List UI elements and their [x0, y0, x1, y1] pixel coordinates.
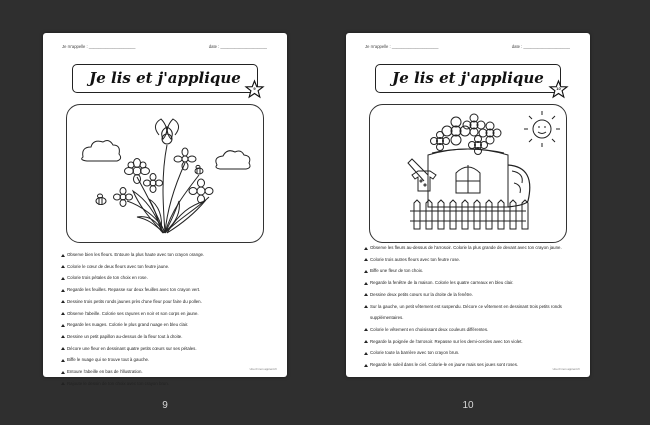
- instruction-list: [60, 249, 275, 389]
- flower-icon: [469, 136, 488, 155]
- list-item: Colorie toute la barrière avec ton crayon brun.: [363, 347, 578, 359]
- worksheet-page-9: [43, 33, 287, 386]
- instruction-list: [363, 242, 578, 371]
- name-field-label: Je m'appelle : ____________________: [365, 44, 439, 49]
- list-item: Dessine deux petits cœurs sur la droite de la fenêtre.: [363, 289, 578, 301]
- sheet-number: 10: [556, 86, 561, 91]
- list-item: Regarde la poignée de l'arrosoir. Repasse sur les demi-cercles avec ton violet.: [363, 336, 578, 348]
- name-field-label: Je m'appelle : ____________________: [62, 44, 136, 49]
- cloud-icon: [216, 151, 250, 169]
- title-banner: [375, 64, 561, 93]
- list-item: Entoure l'abeille en bas de l'illustration.: [60, 366, 275, 378]
- worksheet-page-10: [346, 33, 590, 377]
- worksheet-title: Je lis et j'applique: [89, 69, 241, 87]
- list-item: Observe les fleurs au-dessus de l'arrosoir. Colorie la plus grande de devant avec ton crayon jaune.: [363, 242, 578, 254]
- flower-icon: [174, 148, 196, 170]
- date-field-label: date : ____________________: [511, 44, 570, 49]
- list-item: Dessine un petit papillon au-dessus de la fleur tout à droite.: [60, 331, 275, 343]
- list-item: Sur la gauche, un petit vêtement est suspendu. Décore ce vêtement en dessinant trois petits ronds supplémentaires.: [363, 301, 578, 324]
- list-item: Regarde les nuages. Colorie le plus grand nuage en bleu clair.: [60, 319, 275, 331]
- flower-illustration: [66, 104, 264, 243]
- title-banner: [72, 64, 258, 93]
- list-item: Observe bien les fleurs. Entoure la plus haute avec ton crayon orange.: [60, 249, 275, 261]
- flower-icon: [114, 188, 133, 207]
- star-badge-icon: [245, 80, 264, 99]
- bee-icon: [195, 165, 203, 174]
- list-item: Rajoute le dessin de ton choix avec ton crayon brun.: [60, 378, 275, 390]
- list-item: Colorie le cœur de deux fleurs avec ton feutre jaune.: [60, 261, 275, 273]
- cloud-icon: [82, 141, 121, 161]
- page-header: [346, 44, 590, 52]
- list-item: Biffe une fleur de ton choix.: [363, 265, 578, 277]
- page-footer: Une ill mon apprenti.fr: [552, 367, 580, 371]
- flower-icon: [155, 119, 178, 144]
- date-field-label: date : ____________________: [208, 44, 267, 49]
- list-item: Regarde la fenêtre de la maison. Colorie les quatre carreaux en bleu clair.: [363, 277, 578, 289]
- list-item: Décore une fleur en dessinant quatre petits cœurs sur ses pétales.: [60, 343, 275, 355]
- flower-icon: [479, 122, 501, 144]
- flower-icon: [463, 114, 485, 136]
- page-number: 10: [462, 400, 474, 411]
- worksheet-title: Je lis et j'applique: [392, 69, 544, 87]
- page-number: 9: [162, 400, 168, 411]
- bee-icon: [96, 194, 106, 205]
- list-item: Regarde le soleil dans le ciel. Colorie-le en jaune mais ses joues sont roses.: [363, 359, 578, 371]
- watering-can-illustration: [369, 104, 567, 243]
- list-item: Colorie trois pétales de ton choix en rose.: [60, 272, 275, 284]
- page-header: [43, 44, 287, 52]
- sun-icon: [524, 111, 560, 147]
- flower-icon: [144, 174, 163, 193]
- list-item: Biffe le nuage qui se trouve tout à gauche.: [60, 354, 275, 366]
- list-item: Colorie le vêtement en choisissant deux couleurs différentes.: [363, 324, 578, 336]
- page-footer: Une ill mon apprenti.fr: [249, 367, 277, 371]
- sheet-number: 9: [253, 86, 256, 91]
- list-item: Dessine trois petits ronds jaunes près d'une fleur pour faire du pollen.: [60, 296, 275, 308]
- list-item: Colorie trois autres fleurs avec ton feutre rose.: [363, 254, 578, 266]
- flower-icon: [431, 132, 450, 151]
- list-item: Observe l'abeille. Colorie ses rayures en noir et son corps en jaune.: [60, 308, 275, 320]
- star-badge-icon: [549, 80, 568, 99]
- list-item: Regarde les feuilles. Repasse sur deux feuilles avec ton crayon vert.: [60, 284, 275, 296]
- window-icon: [456, 165, 480, 193]
